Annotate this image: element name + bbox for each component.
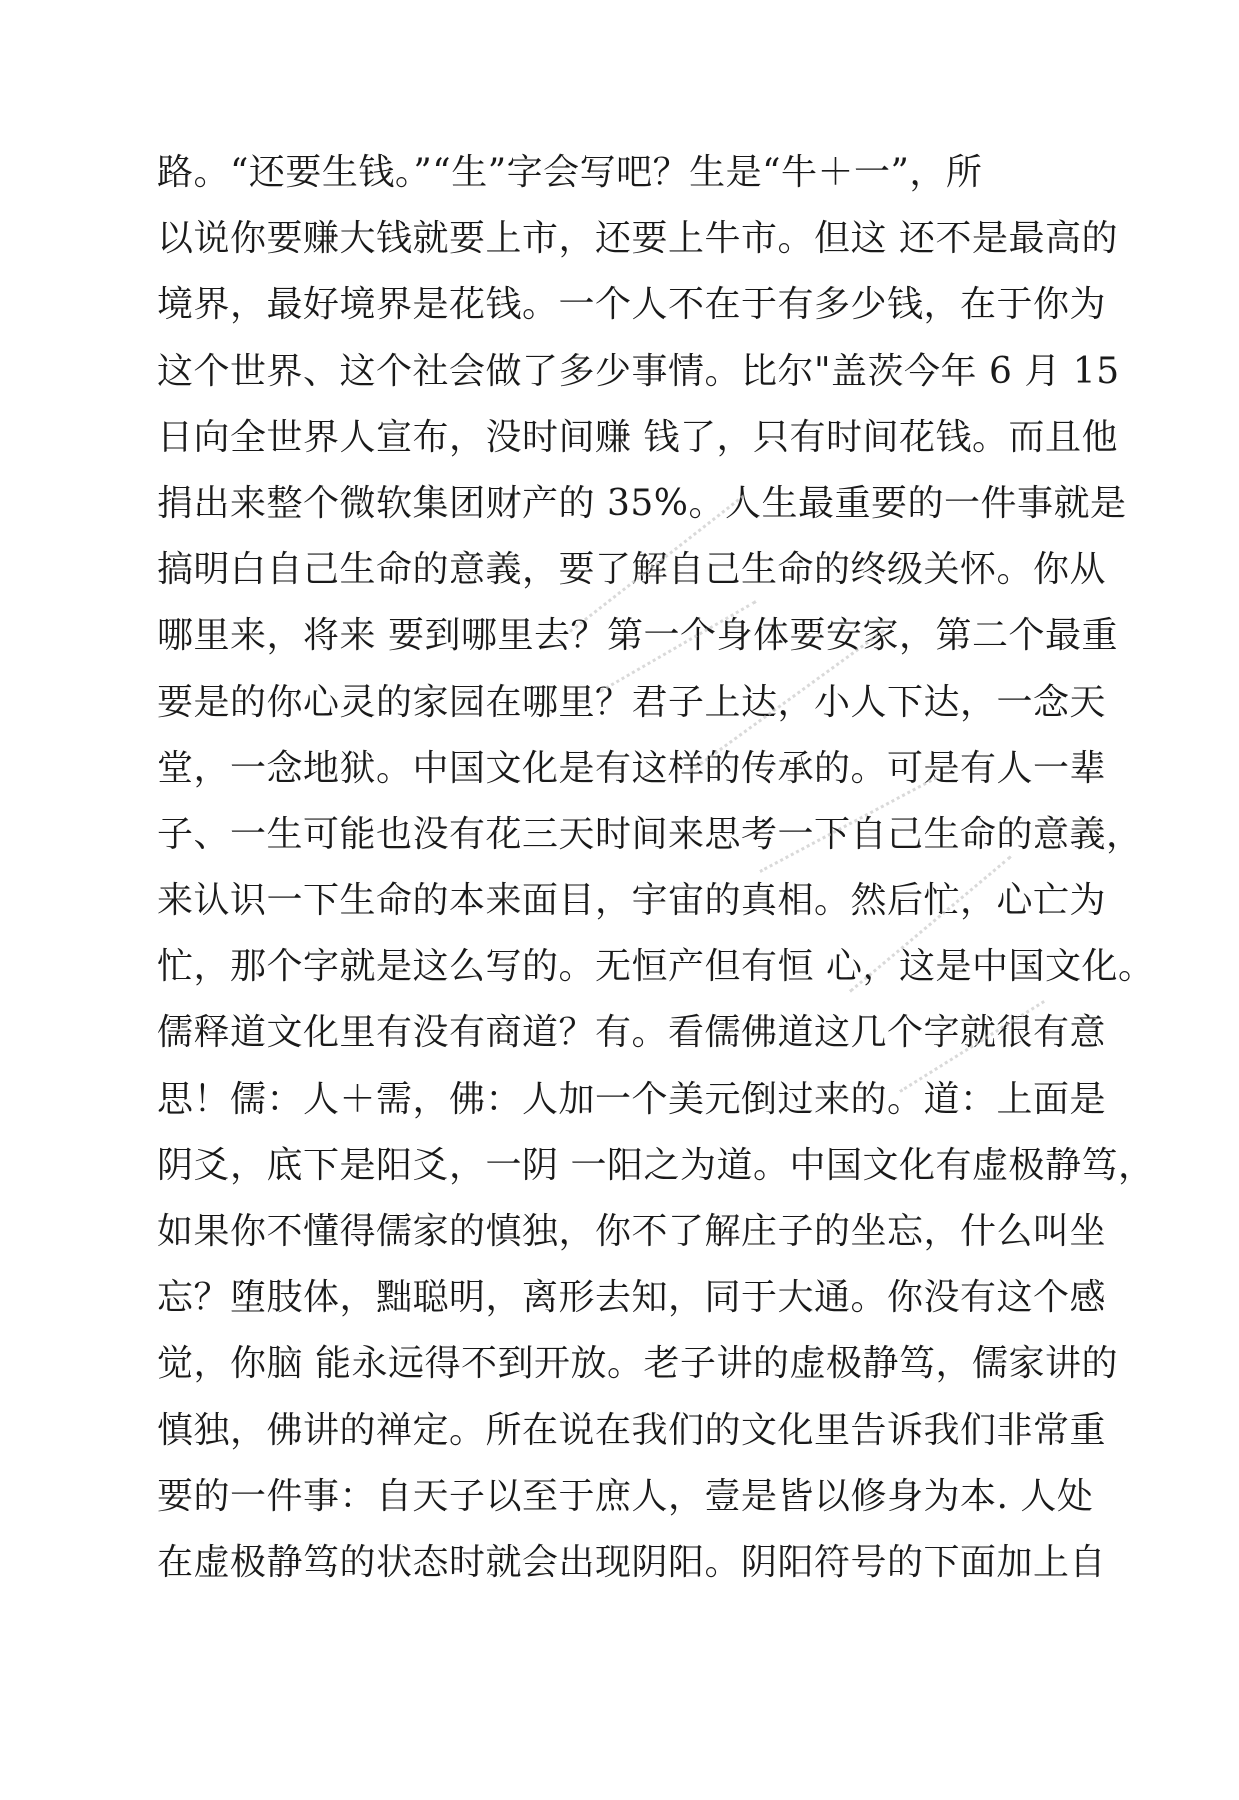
text-line: 觉，你脑 能永远得不到开放。老子讲的虚极静笃，儒家讲的 xyxy=(157,1343,1118,1385)
text-line: 以说你要赚大钱就要上市，还要上牛市。但这 还不是最高的 xyxy=(157,218,1118,260)
text-line: 路。“还要生钱。”“生”字会写吧？生是“牛＋一”，所 xyxy=(157,152,983,193)
text-line: 堂，一念地狱。中国文化是有这样的传承的。可是有人一辈 xyxy=(157,747,1107,789)
text-line: 要是的你心灵的家园在哪里？君子上达，小人下达，一念天 xyxy=(157,681,1107,723)
text-line: 阴爻，底下是阳爻，一阴 一阳之为道。中国文化有虚极静笃， xyxy=(157,1144,1155,1186)
text-line: 这个世界、这个社会做了多少事情。比尔"盖茨今年 6 月 15 xyxy=(157,350,1120,392)
text-line: 哪里来，将来 要到哪里去？第一个身体要安家，第二个最重 xyxy=(157,615,1118,657)
text-line: 如果你不懂得儒家的慎独，你不了解庄子的坐忘，什么叫坐 xyxy=(157,1211,1107,1252)
text-line: 儒释道文化里有没有商道？有。看儒佛道这几个字就很有意 xyxy=(157,1012,1107,1054)
document-body xyxy=(157,140,1155,1596)
text-line: 忙，那个字就是这么写的。无恒产但有恒 心，这是中国文化。 xyxy=(157,946,1155,988)
text-line: 忘？堕肢体，黜聪明，离形去知，同于大通。你没有这个感 xyxy=(157,1277,1107,1319)
text-line: 子、一生可能也没有花三天时间来思考一下自己生命的意義， xyxy=(157,813,1143,855)
text-line: 境界，最好境界是花钱。一个人不在于有多少钱，在于你为 xyxy=(157,284,1107,326)
text-line: 捐出来整个微软集团财产的 35%。人生最重要的一件事就是 xyxy=(157,482,1127,524)
text-line: 搞明白自己生命的意義，要了解自己生命的终级关怀。你从 xyxy=(157,549,1107,591)
text-line: 来认识一下生命的本来面目，宇宙的真相。然后忙，心亡为 xyxy=(157,880,1107,922)
text-line: 思！儒：人＋需，佛：人加一个美元倒过来的。道：上面是 xyxy=(157,1078,1107,1120)
text-line: 日向全世界人宣布，没时间赚 钱了，只有时间花钱。而且他 xyxy=(157,416,1118,458)
text-line: 慎独，佛讲的禅定。所在说在我们的文化里告诉我们非常重 xyxy=(157,1409,1107,1451)
text-line: 在虚极静笃的状态时就会出现阴阳。阴阳符号的下面加上自 xyxy=(157,1541,1107,1583)
text-line: 要的一件事：自天子以至于庶人，壹是皆以修身为本. 人处 xyxy=(157,1475,1094,1517)
